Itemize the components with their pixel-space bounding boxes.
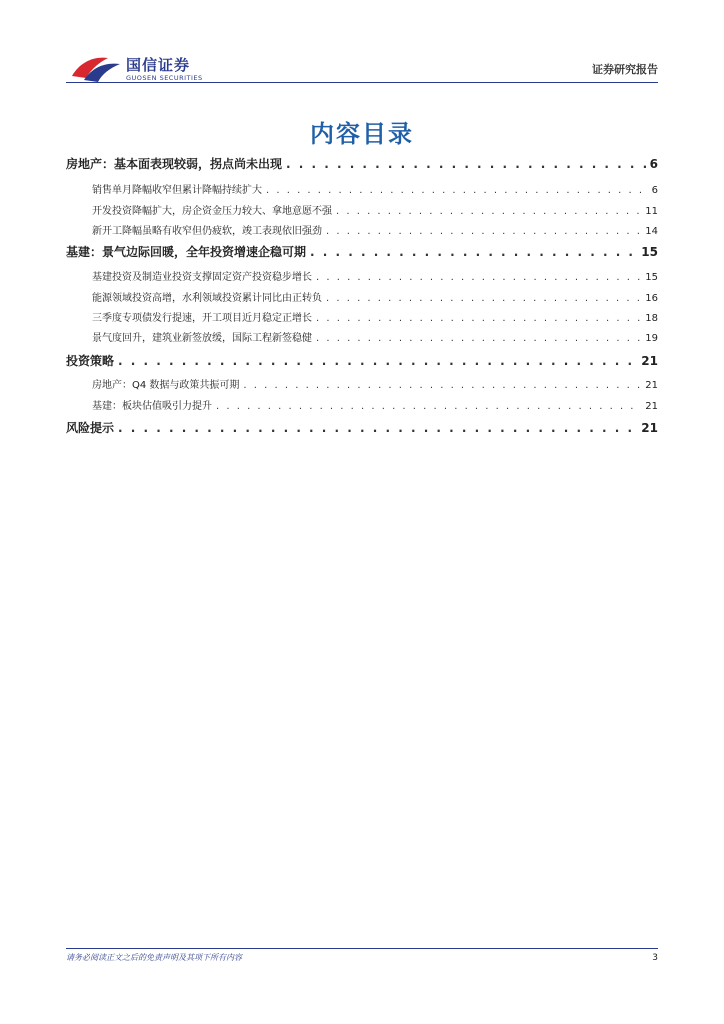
footer-divider [66,948,658,949]
toc-entry-label: 基建：景气边际回暖，全年投资增速企稳可期 [66,245,307,259]
toc-entry-subsection[interactable] [66,222,658,237]
toc-entry-label: 开发投资降幅扩大，房企资金压力较大、拿地意愿不强 [92,206,332,217]
toc-entry-label: 投资策略 [66,354,115,368]
toc-dot-leader [118,421,637,435]
toc-entry-subsection[interactable] [66,202,658,217]
toc-entry-page: 19 [645,333,658,344]
toc-entry-page: 21 [641,421,658,435]
toc-entry-label: 能源领域投资高增，水利领域投资累计同比由正转负 [92,293,322,304]
toc-title: 内容目录 [310,120,414,148]
toc-entry-label: 房地产：基本面表现较弱，拐点尚未出现 [66,157,283,171]
toc-dot-leader [316,313,641,324]
toc-entry-page: 21 [641,354,658,368]
toc-entry-label: 销售单月降幅收窄但累计降幅持续扩大 [92,185,262,196]
report-type-label: 证券研究报告 [592,63,658,76]
toc-entry-page: 18 [645,313,658,324]
toc-dot-leader [336,206,641,217]
guosen-logo [66,52,216,86]
page-number: 3 [652,953,658,963]
toc-entry-label: 三季度专项债发行提速，开工项目近月稳定正增长 [92,313,312,324]
toc-dot-leader [243,380,641,391]
header-divider [66,82,658,83]
toc-entry-subsection[interactable] [66,376,658,391]
toc-dot-leader [266,185,648,196]
toc-entry-label: 景气度回升，建筑业新签放缓，国际工程新签稳健 [92,333,312,344]
guosen-logo-mark [70,52,122,84]
toc-entry-section[interactable] [66,352,658,369]
toc-entry-subsection[interactable] [66,289,658,304]
toc-dot-leader [316,272,641,283]
toc-entry-page: 15 [645,272,658,283]
toc-dot-leader [286,157,646,171]
toc-dot-leader [326,226,641,237]
toc-entry-label: 基建：板块估值吸引力提升 [92,401,212,412]
toc-dot-leader [310,245,637,259]
logo-text-en: GUOSEN SECURITIES [126,74,203,82]
toc-entry-page: 6 [649,157,658,171]
toc-entry-page: 15 [641,245,658,259]
toc-entry-subsection[interactable] [66,329,658,344]
toc-entry-subsection[interactable] [66,268,658,283]
toc-entry-page: 14 [645,226,658,237]
toc-entry-label: 风险提示 [66,421,115,435]
toc-entry-label: 房地产：Q4 数据与政策共振可期 [92,380,240,391]
toc-entry-section[interactable] [66,155,658,172]
footer-disclaimer: 请务必阅读正文之后的免责声明及其项下所有内容 [66,953,242,962]
toc-entry-label: 新开工降幅虽略有收窄但仍疲软，竣工表现依旧强劲 [92,226,322,237]
toc-entry-page: 21 [645,380,658,391]
toc-entry-page: 21 [645,401,658,412]
toc-entry-page: 16 [645,293,658,304]
toc-dot-leader [216,401,641,412]
toc-dot-leader [118,354,637,368]
toc-entry-section[interactable] [66,419,658,436]
logo-text-cn: 国信证券 [126,56,191,74]
toc-entry-page: 6 [651,185,658,196]
toc-entry-subsection[interactable] [66,397,658,412]
toc-entry-section[interactable] [66,243,658,260]
toc-entry-subsection[interactable] [66,181,658,196]
toc-entry-label: 基建投资及制造业投资支撑固定资产投资稳步增长 [92,272,312,283]
toc-entry-page: 11 [645,206,658,217]
toc-dot-leader [326,293,641,304]
toc-entry-subsection[interactable] [66,309,658,324]
toc-dot-leader [316,333,641,344]
